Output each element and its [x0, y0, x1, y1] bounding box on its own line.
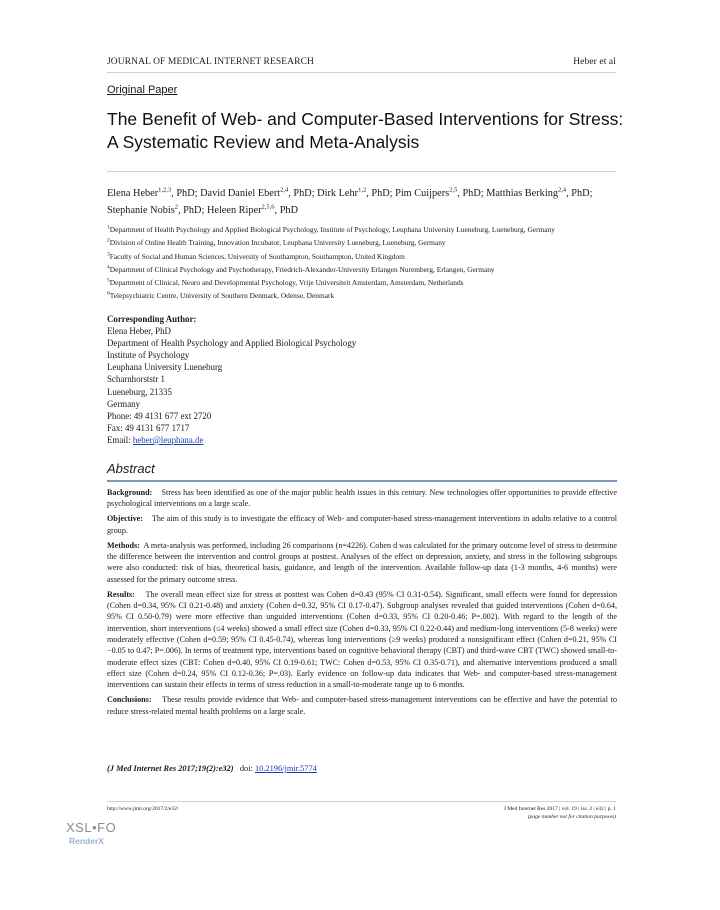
corresponding-line: Scharnhorststr 1	[107, 374, 165, 385]
author-entry	[200, 188, 317, 199]
affiliation-number: 5	[107, 277, 110, 284]
corresponding-line: Lueneburg, 21335	[107, 386, 172, 397]
methods-label: Methods:	[107, 540, 140, 550]
affiliation-text: Department of Health Psychology and Applied Biological Psychology, Institute of Psychology, Leuphana University Lueneburg, Lueneburg, Germany	[109, 225, 555, 234]
author-name: David Daniel Ebert	[200, 188, 281, 199]
author-entry	[207, 205, 298, 216]
corresponding-line: Germany	[107, 398, 141, 409]
title-rule	[107, 171, 616, 172]
affiliation-number: 3	[107, 251, 110, 258]
author-name: Stephanie Nobis	[107, 205, 175, 216]
xslfo-logo	[66, 820, 116, 846]
section-label: Original Paper	[107, 84, 178, 96]
author-affil-sup: 2,5,6	[261, 203, 275, 211]
footer-page-info	[504, 806, 616, 821]
abstract-methods	[107, 540, 617, 585]
methods-text: A meta-analysis was performed, including 26 comparisons (n=4226). Cohen d was calculated for the primary outcome level of stress to determine the difference between the intervention and control groups at posttest. Analyses of the effect on depression, anxiety, and stress in the following subgroups were also conducted: risk of bias, theoretical basis, guidance, and length of the intervention. Available follow-up data (1-3 months, 4-6 months) were assessed for the primary outcome stress.	[107, 540, 617, 584]
author-list	[107, 185, 622, 219]
corresponding-line: Institute of Psychology	[107, 350, 190, 361]
affiliation-number: 1	[107, 224, 110, 231]
corresponding-author	[107, 313, 356, 446]
header-rule	[107, 72, 616, 73]
abstract-background	[107, 487, 617, 510]
author-degree: , PhD	[274, 205, 299, 216]
author-degree: , PhD;	[178, 205, 207, 216]
author-entry	[107, 188, 200, 199]
logo-text-xslfo: XSL•FO	[66, 820, 117, 835]
affiliation-text: Department of Clinical Psychology and Psychotherapy, Friedrich-Alexander-University Erlangen Nuremberg, Erlangen, Germany	[109, 264, 495, 274]
affiliations	[107, 223, 622, 303]
corresponding-line: Leuphana University Lueneburg	[107, 362, 223, 373]
affiliation-item	[107, 289, 622, 302]
affiliation-text: Division of Online Health Training, Innovation Incubator, Leuphana University Lueneburg, Lueneburg, Germany	[109, 238, 446, 248]
background-text: Stress has been identified as one of the major public health issues in this century. New technologies offer opportunities to provide effective psychological interventions on a large scale.	[107, 488, 617, 509]
author-entry	[486, 188, 592, 199]
affiliation-item	[107, 263, 622, 276]
title-line-1: The Benefit of Web- and Computer-Based Interventions for Stress:	[107, 109, 624, 129]
footer-journal-line: J Med Internet Res 2017 | vol. 19 | iss. 2 | e32 | p. 1	[503, 806, 616, 812]
author-entry	[317, 188, 395, 199]
email-line	[107, 434, 356, 446]
footer-rule	[107, 801, 616, 802]
email-label: Email:	[107, 434, 133, 445]
logo-text-renderx: RenderX	[69, 836, 104, 846]
author-degree: , PhD;	[288, 188, 318, 199]
conclusions-label: Conclusions:	[107, 695, 152, 705]
affiliation-number: 2	[107, 237, 110, 244]
objective-text: The aim of this study is to investigate the efficacy of Web- and computer-based stress-management interventions in adults relative to a control group.	[107, 514, 618, 535]
email-link[interactable]: heber@leuphana.de	[132, 434, 204, 445]
article-title	[107, 108, 627, 154]
affiliation-text: Telepsychiatric Centre, University of Southern Denmark, Odense, Denmark	[109, 291, 335, 301]
corresponding-line: Phone: 49 4131 677 ext 2720	[107, 410, 212, 421]
abstract-objective	[107, 513, 617, 536]
author-degree: , PhD;	[457, 188, 487, 199]
doi-label: doi:	[239, 764, 253, 773]
footer-url: http://www.jmir.org/2017/2/e32/	[107, 806, 179, 812]
affiliation-number: 6	[107, 291, 110, 298]
journal-name: JOURNAL OF MEDICAL INTERNET RESEARCH	[107, 57, 314, 67]
affiliation-item	[107, 276, 622, 289]
abstract-body	[107, 487, 617, 721]
affiliation-number: 4	[107, 264, 110, 271]
affiliation-item	[107, 223, 622, 236]
author-name: Pim Cuijpers	[395, 188, 450, 199]
citation-ref: (J Med Internet Res 2017;19(2):e32)	[107, 764, 234, 773]
affiliation-text: Faculty of Social and Human Sciences, University of Southampton, Southampton, United Kingdom	[109, 251, 405, 261]
author-affil-sup: 2,4	[558, 186, 567, 194]
author-name: Dirk Lehr	[317, 188, 359, 199]
abstract-results	[107, 589, 617, 691]
affiliation-item	[107, 236, 622, 249]
author-affil-sup: 2	[174, 203, 179, 211]
doi-link[interactable]: 10.2196/jmir.5774	[254, 764, 317, 773]
running-authors: Heber et al	[573, 57, 616, 67]
author-degree: , PhD;	[566, 188, 593, 199]
results-text: The overall mean effect size for stress at posttest was Cohen d=0.43 (95% CI 0.31-0.54). Significant, small effects were found for depression (Cohen d=0.34, 95% CI 0.21-0.48) and anxiety (Cohen d=0.32, 95% CI 0.17-0.47). Subgroup analyses revealed that guided interventions (Cohen d=0.64, 95% CI 0.50-0.79) were more effective than unguided interventions (Cohen d=0.33, 95% CI 0.20-0.46; P=.002). With regard to the length of the intervention, short interventions (≤4 weeks) showed a small effect size (Cohen d=0.33, 95% CI 0.22-0.44) and medium-long interventions (5-8 weeks) were moderately effective (Cohen d=0.59; 95% CI 0.45-0.74), whereas long interventions (≥9 weeks) produced a nonsignificant effect (Cohen d=0.21, 95% CI −0.05 to 0.47; P=.006). In terms of treatment type, interventions based on cognitive behavioral therapy (CBT) and third-wave CBT (TWC) showed small-to-moderate effect sizes (CBT: Cohen d=0.40, 95% CI 0.19-0.61; TWC: Cohen d=0.53, 95% CI 0.35-0.71), and alternative interventions produced a small effect size (Cohen d=0.24, 95% CI 0.12-0.36; P=.03). Early evidence on follow-up data indicates that Web- and computer-based stress-management interventions can sustain their effects in terms of stress reduction in a small-to-moderate range up to 6 months.	[107, 589, 617, 690]
author-name: Matthias Berking	[486, 188, 558, 199]
abstract-heading: Abstract	[107, 461, 155, 476]
citation-line	[107, 764, 317, 773]
corresponding-line: Fax: 49 4131 677 1717	[107, 422, 190, 433]
author-degree: , PhD;	[366, 188, 396, 199]
conclusions-text: These results provide evidence that Web- and computer-based stress-management interventions can be effective and have the potential to reduce stress-related mental health problems on a large scale.	[107, 695, 617, 716]
author-name: Heleen Riper	[206, 205, 262, 216]
author-entry	[107, 205, 207, 216]
author-entry	[395, 188, 486, 199]
author-name: Elena Heber	[107, 188, 159, 199]
corresponding-heading: Corresponding Author:	[107, 314, 197, 324]
footer-note: (page number not for citation purposes)	[527, 813, 616, 820]
affiliation-item	[107, 250, 622, 263]
results-label: Results:	[107, 589, 135, 599]
abstract-rule	[107, 480, 617, 482]
abstract-conclusions	[107, 694, 617, 717]
author-affil-sup: 1,2	[358, 186, 367, 194]
corresponding-lines	[107, 325, 356, 434]
affiliation-text: Department of Clinical, Neuro and Developmental Psychology, Vrije Universiteit Amsterdam, Amsterdam, Netherlands	[109, 278, 464, 288]
corresponding-line: Department of Health Psychology and Applied Biological Psychology	[107, 338, 357, 349]
author-affil-sup: 2,4	[280, 186, 289, 194]
author-affil-sup: 1,2,3	[158, 186, 172, 194]
title-line-2: A Systematic Review and Meta-Analysis	[107, 132, 420, 152]
background-label: Background:	[107, 488, 153, 497]
objective-label: Objective:	[107, 514, 143, 524]
author-affil-sup: 2,5	[449, 186, 458, 194]
corresponding-line: Elena Heber, PhD	[107, 326, 171, 337]
author-degree: , PhD;	[171, 188, 201, 199]
